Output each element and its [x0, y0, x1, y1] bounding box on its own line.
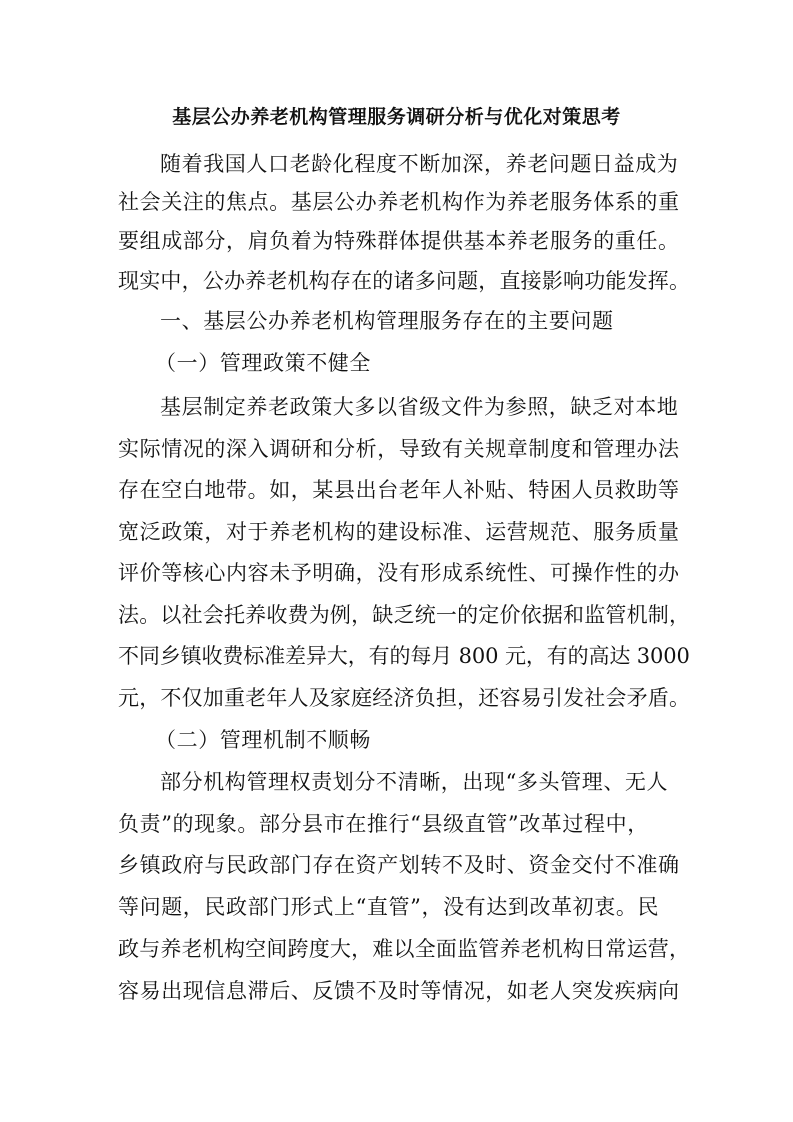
paragraph-line: 乡镇政府与民政部门存在资产划转不及时、资金交付不准确 — [118, 853, 680, 877]
paragraph-line: 容易出现信息滞后、反馈不及时等情况，如老人突发疾病向 — [118, 979, 680, 1003]
paragraph-line: 政与养老机构空间跨度大，难以全面监管养老机构日常运营， — [118, 937, 691, 961]
paragraph-line: 基层制定养老政策大多以省级文件为参照，缺乏对本地 — [160, 395, 679, 419]
paragraph-line: 随着我国人口老龄化程度不断加深，养老问题日益成为 — [160, 152, 679, 176]
paragraph-line: 法。以社会托养收费为例，缺乏统一的定价依据和监管机制， — [118, 603, 691, 627]
document-title: 基层公办养老机构管理服务调研分析与优化对策思考 — [172, 106, 621, 128]
paragraph-line: 评价等核心内容未予明确，没有形成系统性、可操作性的办 — [118, 561, 680, 585]
paragraph-line: 现实中，公办养老机构存在的诸多问题，直接影响功能发挥。 — [118, 269, 691, 293]
paragraph-line: 部分机构管理权责划分不清晰，出现“多头管理、无人 — [160, 770, 669, 794]
paragraph-line: 元，不仅加重老年人及家庭经济负担，还容易引发社会矛盾。 — [118, 686, 691, 710]
paragraph-line: 负责”的现象。部分县市在推行“县级直管”改革过程中， — [118, 812, 649, 836]
paragraph-line: 要组成部分，肩负着为特殊群体提供基本养老服务的重任。 — [118, 229, 680, 253]
paragraph-line: 实际情况的深入调研和分析，导致有关规章制度和管理办法 — [118, 437, 680, 461]
paragraph-line: 社会关注的焦点。基层公办养老机构作为养老服务体系的重 — [118, 190, 680, 214]
subsection-heading: （二）管理机制不顺畅 — [155, 728, 371, 752]
paragraph-line: 等问题，民政部门形式上“直管”，没有达到改革初衷。民 — [118, 895, 660, 919]
paragraph-line: 宽泛政策，对于养老机构的建设标准、运营规范、服务质量 — [118, 520, 680, 544]
paragraph-line: 不同乡镇收费标准差异大，有的每月 800 元，有的高达 3000 — [118, 644, 690, 668]
paragraph-line: 存在空白地带。如，某县出台老年人补贴、特困人员救助等 — [118, 478, 680, 502]
subsection-heading: （一）管理政策不健全 — [155, 351, 371, 375]
section-heading: 一、基层公办养老机构管理服务存在的主要问题 — [160, 309, 614, 333]
